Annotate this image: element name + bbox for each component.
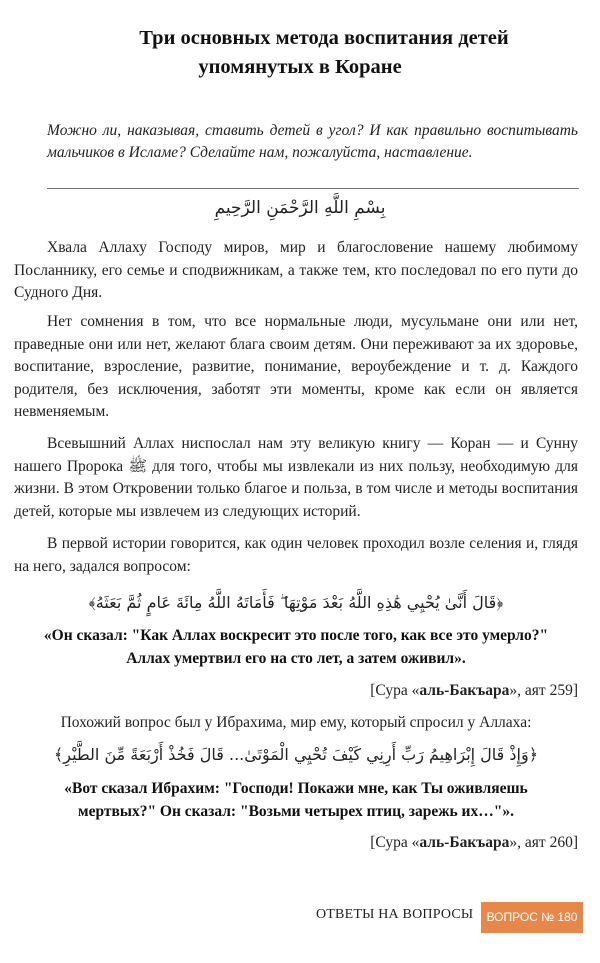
basmala-calligraphy: بِسْمِ اللَّهِ الرَّحْمَنِ الرَّحِيمِ: [214, 198, 386, 218]
paragraph-1: Хвала Аллаху Господу миров, мир и благословение нашему любимому Посланнику, его семье и сподвижникам, а также тем, кто последовал по его пути до Судного Дня.: [14, 239, 578, 301]
reference-suffix: », аят 259]: [509, 682, 578, 699]
verse-260-translation-line-2: мертвых?" Он сказал: "Возьми четырех птиц, зарежь их…"».: [78, 802, 514, 820]
bridge-text: Похожий вопрос был у Ибрахима, мир ему, который спросил у Аллаха:: [60, 714, 532, 731]
verse-260-translation: [14, 778, 578, 823]
quran-verse-259: ﴿قَالَ أَنَّىٰ يُحْيِي هَٰذِهِ اللَّهُ بَعْدَ مَوْتِهَا ۖ فَأَمَاتَهُ اللَّهُ مِائَةَ عَامٍ ثُمَّ بَعَثَهُ﴾: [88, 593, 504, 612]
title-line-1: Три основных метода воспитания детей: [139, 27, 509, 49]
question-number-badge: ВОПРОС № 180: [481, 902, 583, 933]
footer-section-label: ОТВЕТЫ НА ВОПРОСЫ: [316, 907, 474, 922]
question-text: Можно ли, наказывая, ставить детей в угол? И как правильно воспитывать мальчиков в Исламе? Сделайте нам, пожалуйста, наставление.: [47, 122, 578, 161]
reference-sura: аль-Бакъара: [419, 834, 510, 851]
verse-260-translation-line-1: «Вот сказал Ибрахим: "Господи! Покажи мне, как Ты оживляешь: [64, 780, 528, 797]
title-line-2: упомянутых в Коране: [198, 56, 402, 78]
verse-259-translation-line-2: Аллах умертвил его на сто лет, а затем оживил».: [126, 649, 466, 667]
verse-259-translation-line-1: «Он сказал: "Как Аллах воскресит это после того, как все это умерло?": [43, 627, 549, 644]
reference-suffix: », аят 260]: [509, 834, 578, 851]
verse-260-reference: [370, 834, 578, 852]
paragraph-3: Всевышний Аллах ниспослал нам эту великую книгу — Коран — и Сунну нашего Пророка ﷺ для того, чтобы мы извлекали из них пользу, необходимую для жизни. В этом Откровении только благое и польза, в том числе и методы воспитания детей, которые мы извлечем из следующих историй.: [14, 435, 578, 520]
page-title: [0, 24, 600, 82]
verse-259-translation: [14, 625, 578, 670]
quran-verse-260: ﴿وَإِذْ قَالَ إِبْرَاهِيمُ رَبِّ أَرِنِي كَيْفَ تُحْيِي الْمَوْتَىٰ... قَالَ فَخُذْ أَرْبَعَةً مِّنَ الطَّيْرِ﴾: [53, 745, 539, 764]
paragraph-2: Нет сомнения в том, что все нормальные люди, мусульмане они или нет, праведные они или нет, желают блага своим детям. Они переживают за их здоровье, воспитание, взросление, развитие, понимание, вероубеждение и т. д. Каждого родителя, без исключения, заботят эти моменты, кроме как если он является невменяемым.: [14, 313, 578, 420]
reference-prefix: [Сура «: [370, 834, 420, 851]
reference-prefix: [Сура «: [370, 682, 420, 699]
verse-259-reference: [370, 682, 578, 700]
paragraph-4: В первой истории говорится, как один человек проходил возле селения и, глядя на него, задался вопросом:: [14, 535, 578, 575]
question-divider: [47, 188, 579, 189]
reference-sura: аль-Бакъара: [419, 682, 510, 699]
